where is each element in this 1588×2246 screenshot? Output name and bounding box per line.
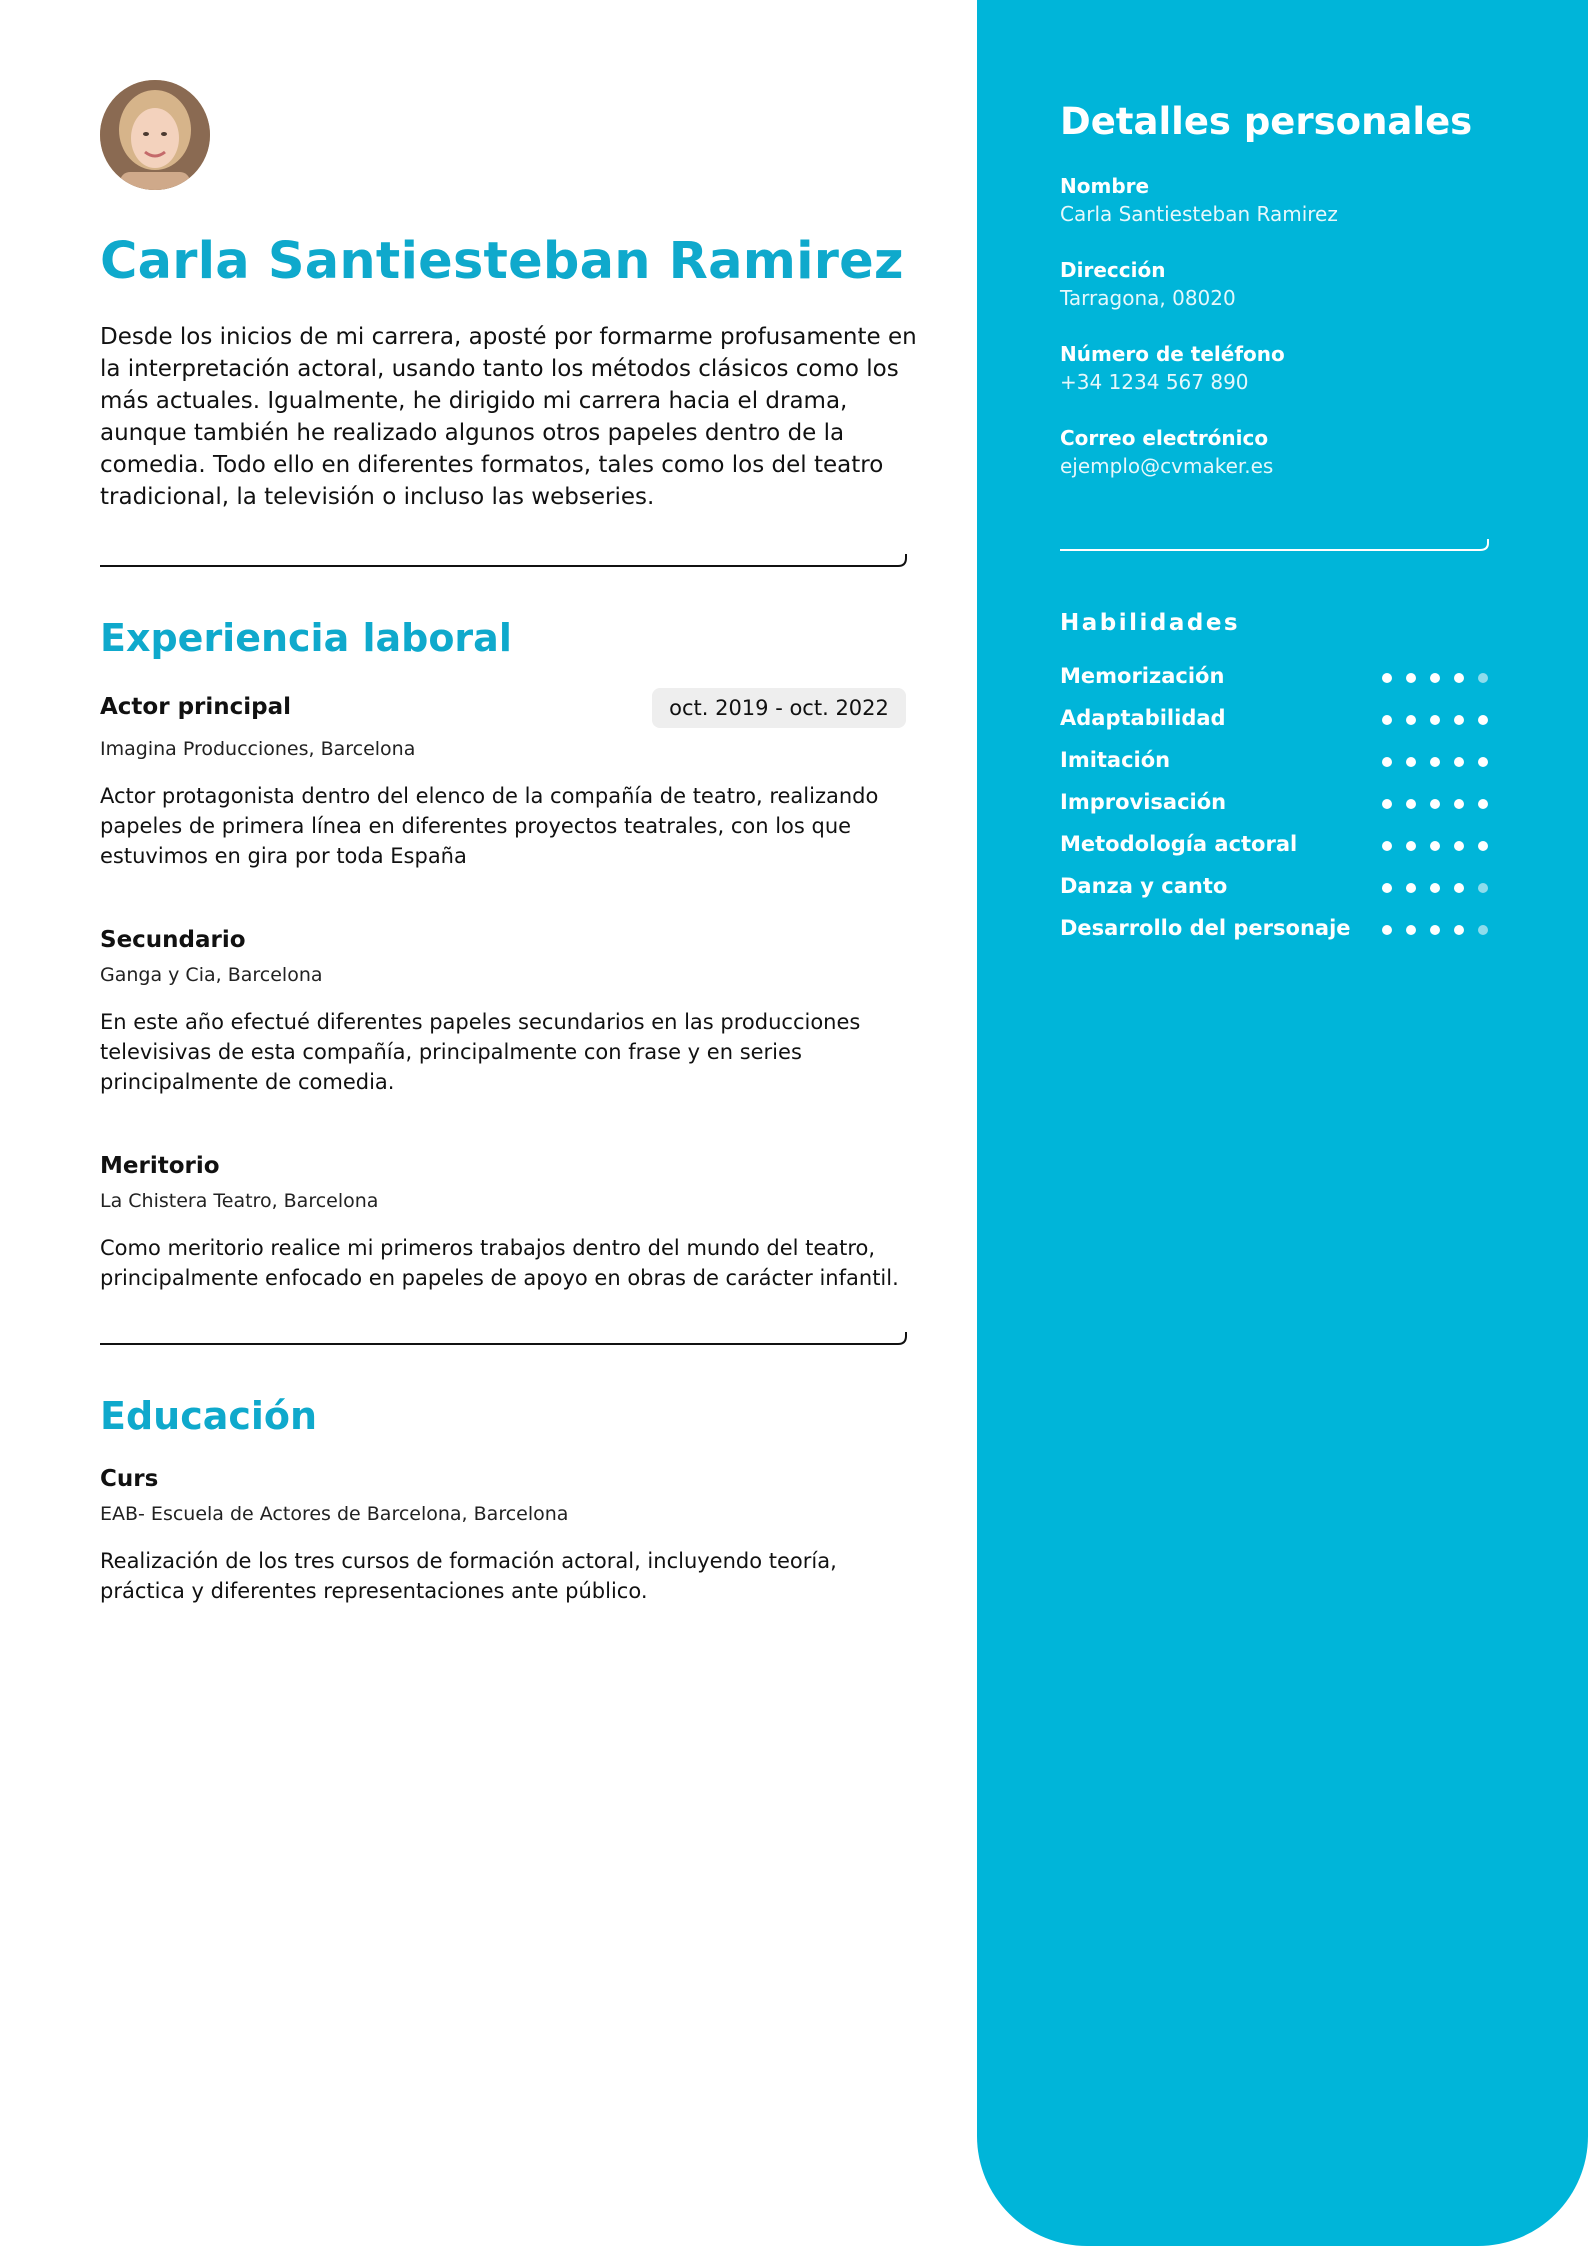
rating-dot-filled (1382, 841, 1392, 851)
job-title: Meritorio (100, 1153, 220, 1179)
rating-dot-filled (1478, 841, 1488, 851)
rating-dot-filled (1454, 883, 1464, 893)
rating-dot-filled (1430, 715, 1440, 725)
skill-rating (1382, 673, 1490, 685)
skill-row (1060, 832, 1490, 862)
skill-rating (1382, 799, 1490, 811)
rating-dot-filled (1382, 883, 1392, 893)
rating-dot-filled (1406, 757, 1416, 767)
rating-dot-filled (1454, 841, 1464, 851)
skill-name: Memorización (1060, 664, 1225, 688)
job-company: Imagina Producciones, Barcelona (100, 738, 416, 760)
profile-photo-illustration (100, 80, 210, 190)
rating-dot-filled (1382, 925, 1392, 935)
detail-value: Carla Santiesteban Ramirez (1060, 202, 1338, 226)
detail-value: Tarragona, 08020 (1060, 286, 1236, 310)
skill-rating (1382, 715, 1490, 727)
skill-row (1060, 664, 1490, 694)
rating-dot-filled (1406, 799, 1416, 809)
sidebar (977, 0, 1588, 2246)
rating-dot-empty (1478, 883, 1488, 893)
experience-title: Experiencia laboral (100, 616, 512, 660)
section-divider (100, 550, 908, 568)
skill-row (1060, 916, 1490, 946)
rating-dot-filled (1454, 673, 1464, 683)
rating-dot-filled (1454, 925, 1464, 935)
candidate-name: Carla Santiesteban Ramirez (100, 232, 904, 291)
section-divider (100, 1328, 908, 1346)
job-company: La Chistera Teatro, Barcelona (100, 1190, 379, 1212)
skill-rating (1382, 841, 1490, 853)
skill-name: Danza y canto (1060, 874, 1228, 898)
rating-dot-filled (1406, 841, 1416, 851)
skill-name: Metodología actoral (1060, 832, 1298, 856)
job-title: Actor principal (100, 694, 292, 720)
rating-dot-filled (1430, 799, 1440, 809)
profile-photo (100, 80, 210, 190)
detail-label: Correo electrónico (1060, 426, 1269, 450)
rating-dot-filled (1430, 841, 1440, 851)
rating-dot-filled (1406, 715, 1416, 725)
detail-label: Dirección (1060, 258, 1166, 282)
skill-name: Desarrollo del personaje (1060, 916, 1351, 940)
job-description: En este año efectué diferentes papeles secundarios en las producciones televisivas de esta compañía, principalmente con frase y en series principalmente de comedia. (100, 1010, 861, 1094)
rating-dot-filled (1382, 715, 1392, 725)
job-date-badge: oct. 2019 - oct. 2022 (652, 688, 906, 728)
skill-row (1060, 748, 1490, 778)
skill-row (1060, 790, 1490, 820)
job-title: Secundario (100, 927, 246, 953)
rating-dot-filled (1406, 673, 1416, 683)
rating-dot-filled (1382, 673, 1392, 683)
education-degree: Curs (100, 1466, 159, 1492)
personal-details-title: Detalles personales (1060, 100, 1473, 143)
rating-dot-filled (1478, 757, 1488, 767)
rating-dot-filled (1454, 799, 1464, 809)
skill-row (1060, 706, 1490, 736)
rating-dot-filled (1406, 883, 1416, 893)
skill-rating (1382, 925, 1490, 937)
rating-dot-filled (1454, 715, 1464, 725)
rating-dot-filled (1430, 883, 1440, 893)
education-institution: EAB- Escuela de Actores de Barcelona, Barcelona (100, 1503, 569, 1525)
skill-name: Adaptabilidad (1060, 706, 1226, 730)
rating-dot-empty (1478, 925, 1488, 935)
rating-dot-filled (1430, 925, 1440, 935)
rating-dot-filled (1478, 799, 1488, 809)
rating-dot-filled (1478, 715, 1488, 725)
rating-dot-filled (1430, 673, 1440, 683)
skill-rating (1382, 757, 1490, 769)
rating-dot-filled (1382, 799, 1392, 809)
detail-label: Número de teléfono (1060, 342, 1285, 366)
sidebar-divider (1060, 535, 1490, 553)
rating-dot-filled (1454, 757, 1464, 767)
job-company: Ganga y Cia, Barcelona (100, 964, 323, 986)
job-description: Como meritorio realice mi primeros trabajos dentro del mundo del teatro, principalmente enfocado en papeles de apoyo en obras de carácter infantil. (100, 1236, 899, 1290)
detail-value: +34 1234 567 890 (1060, 370, 1249, 394)
profile-summary: Desde los inicios de mi carrera, aposté por formarme profusamente en la interpretación actoral, usando tanto los métodos clásicos como los más actuales. Igualmente, he dirigido mi carrera hacia el drama, aunque también he realizado algunos otros papeles dentro de la comedia. Todo ello en diferentes formatos, tales como los del teatro tradicional, la televisión o incluso las webseries. (100, 324, 917, 510)
rating-dot-empty (1478, 673, 1488, 683)
skill-name: Improvisación (1060, 790, 1227, 814)
rating-dot-filled (1382, 757, 1392, 767)
rating-dot-filled (1406, 925, 1416, 935)
detail-value: ejemplo@cvmaker.es (1060, 454, 1274, 478)
rating-dot-filled (1430, 757, 1440, 767)
skill-rating (1382, 883, 1490, 895)
education-description: Realización de los tres cursos de formación actoral, incluyendo teoría, práctica y diferentes representaciones ante público. (100, 1549, 837, 1603)
skill-name: Imitación (1060, 748, 1171, 772)
skills-title: Habilidades (1060, 610, 1241, 636)
job-description: Actor protagonista dentro del elenco de la compañía de teatro, realizando papeles de primera línea en diferentes proyectos teatrales, con los que estuvimos en gira por toda España (100, 784, 879, 868)
skill-row (1060, 874, 1490, 904)
education-title: Educación (100, 1394, 318, 1438)
detail-label: Nombre (1060, 174, 1150, 198)
